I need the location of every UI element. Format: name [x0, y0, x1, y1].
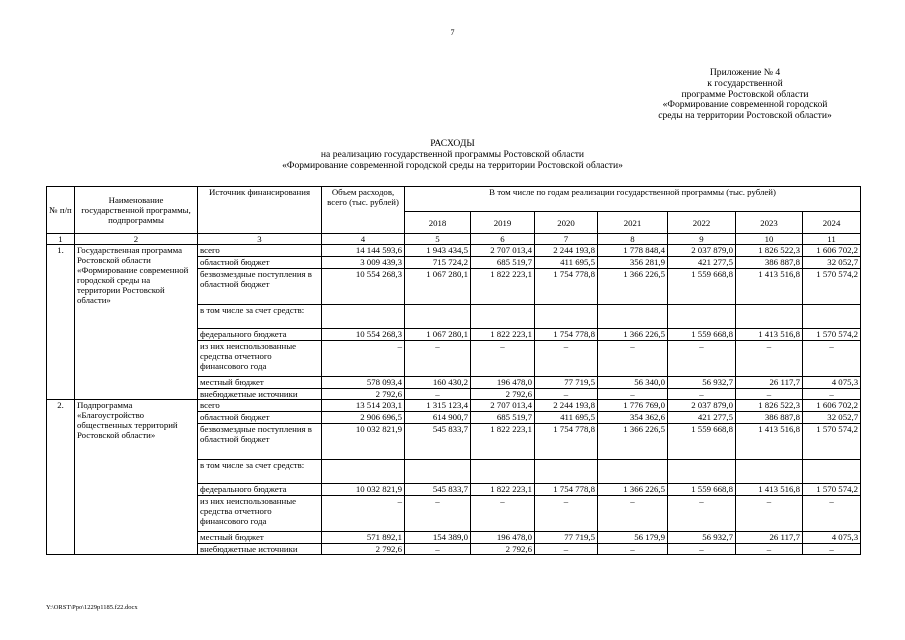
year-amount: 56 932,7	[668, 532, 736, 544]
year-amount: 1 366 226,5	[598, 329, 668, 341]
year-amount: 2 792,6	[471, 389, 535, 400]
year-amount: 411 695,5	[535, 257, 598, 269]
year-amount: –	[405, 389, 471, 400]
appendix-line: «Формирование современной городской	[662, 99, 828, 111]
year-amount	[803, 305, 861, 329]
header-year: 2022	[668, 212, 736, 234]
year-amount: 1 067 280,1	[405, 329, 471, 341]
funding-source: из них неиспользованные средства отчетного финансового года	[198, 341, 322, 377]
year-amount: 1 943 434,5	[405, 245, 471, 257]
year-amount	[598, 460, 668, 484]
year-amount: 2 244 193,8	[535, 400, 598, 412]
total-amount: 10 032 821,9	[322, 484, 405, 496]
program-name: Подпрограмма «Благоустройство общественных территорий Ростовской области»	[75, 400, 198, 555]
year-amount: 1 754 778,8	[535, 269, 598, 305]
year-amount: –	[598, 544, 668, 555]
funding-source: в том числе за счет средств:	[198, 305, 322, 329]
year-amount: –	[803, 341, 861, 377]
year-amount: 77 719,5	[535, 377, 598, 389]
column-number: 5	[405, 234, 471, 245]
year-amount: 545 833,7	[405, 424, 471, 460]
header-year: 2024	[803, 212, 861, 234]
funding-source: федерального бюджета	[198, 484, 322, 496]
year-amount: 386 887,8	[736, 412, 803, 424]
year-amount: 421 277,5	[668, 412, 736, 424]
year-amount: 1 826 522,3	[736, 245, 803, 257]
total-amount: 14 144 593,6	[322, 245, 405, 257]
year-amount: 56 179,9	[598, 532, 668, 544]
year-amount: 1 315 123,4	[405, 400, 471, 412]
year-amount: 2 792,6	[471, 544, 535, 555]
total-amount: 3 009 439,3	[322, 257, 405, 269]
year-amount: –	[668, 496, 736, 532]
funding-source: местный бюджет	[198, 532, 322, 544]
total-amount: 10 554 268,3	[322, 329, 405, 341]
funding-source: местный бюджет	[198, 377, 322, 389]
year-amount: –	[736, 341, 803, 377]
year-amount: 1 559 668,8	[668, 269, 736, 305]
year-amount: 160 430,2	[405, 377, 471, 389]
document-heading	[200, 139, 705, 171]
year-amount: 354 362,6	[598, 412, 668, 424]
header-year: 2019	[471, 212, 535, 234]
column-number: 9	[668, 234, 736, 245]
year-amount: –	[405, 341, 471, 377]
funding-source: федерального бюджета	[198, 329, 322, 341]
year-amount: 1 366 226,5	[598, 269, 668, 305]
year-amount: 2 707 013,4	[471, 400, 535, 412]
appendix-line: к государственной	[707, 77, 783, 89]
program-name: Государственная программа Ростовской области «Формирование современной городской среды на территории Ростовской области»	[75, 245, 198, 400]
header-year: 2021	[598, 212, 668, 234]
funding-source: областной бюджет	[198, 412, 322, 424]
year-amount: 196 478,0	[471, 532, 535, 544]
appendix-line: программе Ростовской области	[681, 88, 809, 100]
column-number: 8	[598, 234, 668, 245]
year-amount: –	[471, 496, 535, 532]
year-amount: 1 366 226,5	[598, 424, 668, 460]
year-amount: –	[598, 389, 668, 400]
year-amount	[668, 460, 736, 484]
total-amount: –	[322, 341, 405, 377]
year-amount: 1 606 702,2	[803, 245, 861, 257]
year-amount	[471, 460, 535, 484]
year-amount: –	[405, 496, 471, 532]
total-amount: 578 093,4	[322, 377, 405, 389]
year-amount: 1 570 574,2	[803, 484, 861, 496]
year-amount: 356 281,9	[598, 257, 668, 269]
heading-line: на реализацию государственной программы Ростовской области	[320, 148, 585, 160]
year-amount: –	[668, 544, 736, 555]
year-amount: 56 340,0	[598, 377, 668, 389]
total-amount	[322, 305, 405, 329]
year-amount: –	[405, 544, 471, 555]
heading-line: «Формирование современной городской среды на территории Ростовской области»	[282, 159, 623, 171]
year-amount: 1 776 769,0	[598, 400, 668, 412]
year-amount: 26 117,7	[736, 377, 803, 389]
appendix-line: среды на территории Ростовской области»	[658, 110, 832, 122]
year-amount: 715 724,2	[405, 257, 471, 269]
year-amount: 386 887,8	[736, 257, 803, 269]
year-amount: 2 037 879,0	[668, 400, 736, 412]
year-amount: 1 413 516,8	[736, 424, 803, 460]
total-amount: 2 792,6	[322, 544, 405, 555]
year-amount: 1 754 778,8	[535, 424, 598, 460]
year-amount	[535, 460, 598, 484]
expenses-table	[46, 186, 861, 555]
year-amount: –	[535, 544, 598, 555]
column-number: 4	[322, 234, 405, 245]
year-amount: 1 559 668,8	[668, 484, 736, 496]
year-amount	[736, 460, 803, 484]
year-amount: 1 413 516,8	[736, 269, 803, 305]
file-path-footer: Y:\ORST\Ppo\1229p1185.f22.docx	[46, 604, 138, 611]
year-amount: 1 822 223,1	[471, 424, 535, 460]
year-amount: –	[535, 496, 598, 532]
year-amount: –	[803, 496, 861, 532]
year-amount: 411 695,5	[535, 412, 598, 424]
row-number: 1.	[47, 245, 75, 400]
year-amount: 56 932,7	[668, 377, 736, 389]
year-amount: 1 754 778,8	[535, 329, 598, 341]
year-amount: 4 075,3	[803, 532, 861, 544]
year-amount: 1 822 223,1	[471, 484, 535, 496]
year-amount: –	[598, 341, 668, 377]
header-name: Наименование государственной программы, подпрограммы	[75, 187, 198, 234]
year-amount: 2 037 879,0	[668, 245, 736, 257]
column-number: 2	[75, 234, 198, 245]
year-amount: 1 822 223,1	[471, 329, 535, 341]
year-amount: 421 277,5	[668, 257, 736, 269]
year-amount: 1 067 280,1	[405, 269, 471, 305]
year-amount: 1 413 516,8	[736, 329, 803, 341]
funding-source: в том числе за счет средств:	[198, 460, 322, 484]
year-amount	[535, 305, 598, 329]
year-amount: –	[736, 496, 803, 532]
year-amount: 2 707 013,4	[471, 245, 535, 257]
year-amount: –	[471, 341, 535, 377]
header-year: 2018	[405, 212, 471, 234]
year-amount: –	[736, 389, 803, 400]
year-amount	[598, 305, 668, 329]
funding-source: безвозмездные поступления в областной бюджет	[198, 269, 322, 305]
year-amount: 1 570 574,2	[803, 424, 861, 460]
year-amount: 2 244 193,8	[535, 245, 598, 257]
year-amount: 1 559 668,8	[668, 424, 736, 460]
column-number: 10	[736, 234, 803, 245]
year-amount: 26 117,7	[736, 532, 803, 544]
year-amount: 1 559 668,8	[668, 329, 736, 341]
funding-source: внебюджетные источники	[198, 389, 322, 400]
appendix-note	[620, 68, 870, 122]
year-amount	[405, 305, 471, 329]
row-number: 2.	[47, 400, 75, 555]
total-amount: 2 906 696,5	[322, 412, 405, 424]
year-amount: 154 389,0	[405, 532, 471, 544]
column-numbers-row	[47, 234, 861, 245]
funding-source: областной бюджет	[198, 257, 322, 269]
table-row	[47, 400, 861, 412]
year-amount: 32 052,7	[803, 412, 861, 424]
year-amount: –	[598, 496, 668, 532]
year-amount: –	[803, 389, 861, 400]
year-amount	[736, 305, 803, 329]
year-amount: –	[535, 389, 598, 400]
total-amount: 2 792,6	[322, 389, 405, 400]
header-num: № п/п	[47, 187, 75, 234]
total-amount: 571 892,1	[322, 532, 405, 544]
total-amount: –	[322, 496, 405, 532]
year-amount: 685 519,7	[471, 412, 535, 424]
funding-source: внебюджетные источники	[198, 544, 322, 555]
year-amount	[471, 305, 535, 329]
year-amount: –	[668, 389, 736, 400]
total-amount	[322, 460, 405, 484]
year-amount: –	[668, 341, 736, 377]
header-years-group: В том числе по годам реализации государственной программы (тыс. рублей)	[405, 187, 861, 212]
page-number: 7	[450, 28, 455, 37]
column-number: 3	[198, 234, 322, 245]
year-amount: 4 075,3	[803, 377, 861, 389]
year-amount	[405, 460, 471, 484]
heading-title: РАСХОДЫ	[430, 138, 475, 149]
year-amount: 196 478,0	[471, 377, 535, 389]
header-year: 2023	[736, 212, 803, 234]
column-number: 7	[535, 234, 598, 245]
year-amount: –	[535, 341, 598, 377]
year-amount: 1 822 223,1	[471, 269, 535, 305]
year-amount: 1 606 702,2	[803, 400, 861, 412]
year-amount: 1 570 574,2	[803, 269, 861, 305]
year-amount: 32 052,7	[803, 257, 861, 269]
year-amount: 77 719,5	[535, 532, 598, 544]
funding-source: всего	[198, 400, 322, 412]
year-amount: 1 778 848,4	[598, 245, 668, 257]
year-amount: 1 754 778,8	[535, 484, 598, 496]
column-number: 1	[47, 234, 75, 245]
year-amount: –	[736, 544, 803, 555]
header-source: Источник финансирования	[198, 187, 322, 234]
funding-source: из них неиспользованные средства отчетного финансового года	[198, 496, 322, 532]
column-number: 11	[803, 234, 861, 245]
total-amount: 10 032 821,9	[322, 424, 405, 460]
column-number: 6	[471, 234, 535, 245]
total-amount: 13 514 203,1	[322, 400, 405, 412]
table-body	[47, 234, 861, 555]
year-amount: 1 413 516,8	[736, 484, 803, 496]
appendix-line: Приложение № 4	[709, 67, 781, 78]
year-amount: 685 519,7	[471, 257, 535, 269]
year-amount: 614 900,7	[405, 412, 471, 424]
funding-source: безвозмездные поступления в областной бюджет	[198, 424, 322, 460]
table-row	[47, 245, 861, 257]
year-amount: 545 833,7	[405, 484, 471, 496]
year-amount: 1 570 574,2	[803, 329, 861, 341]
year-amount: 1 366 226,5	[598, 484, 668, 496]
header-year: 2020	[535, 212, 598, 234]
header-total: Объем расходов, всего (тыс. рублей)	[322, 187, 405, 234]
year-amount: 1 826 522,3	[736, 400, 803, 412]
year-amount	[803, 460, 861, 484]
funding-source: всего	[198, 245, 322, 257]
total-amount: 10 554 268,3	[322, 269, 405, 305]
year-amount: –	[803, 544, 861, 555]
year-amount	[668, 305, 736, 329]
